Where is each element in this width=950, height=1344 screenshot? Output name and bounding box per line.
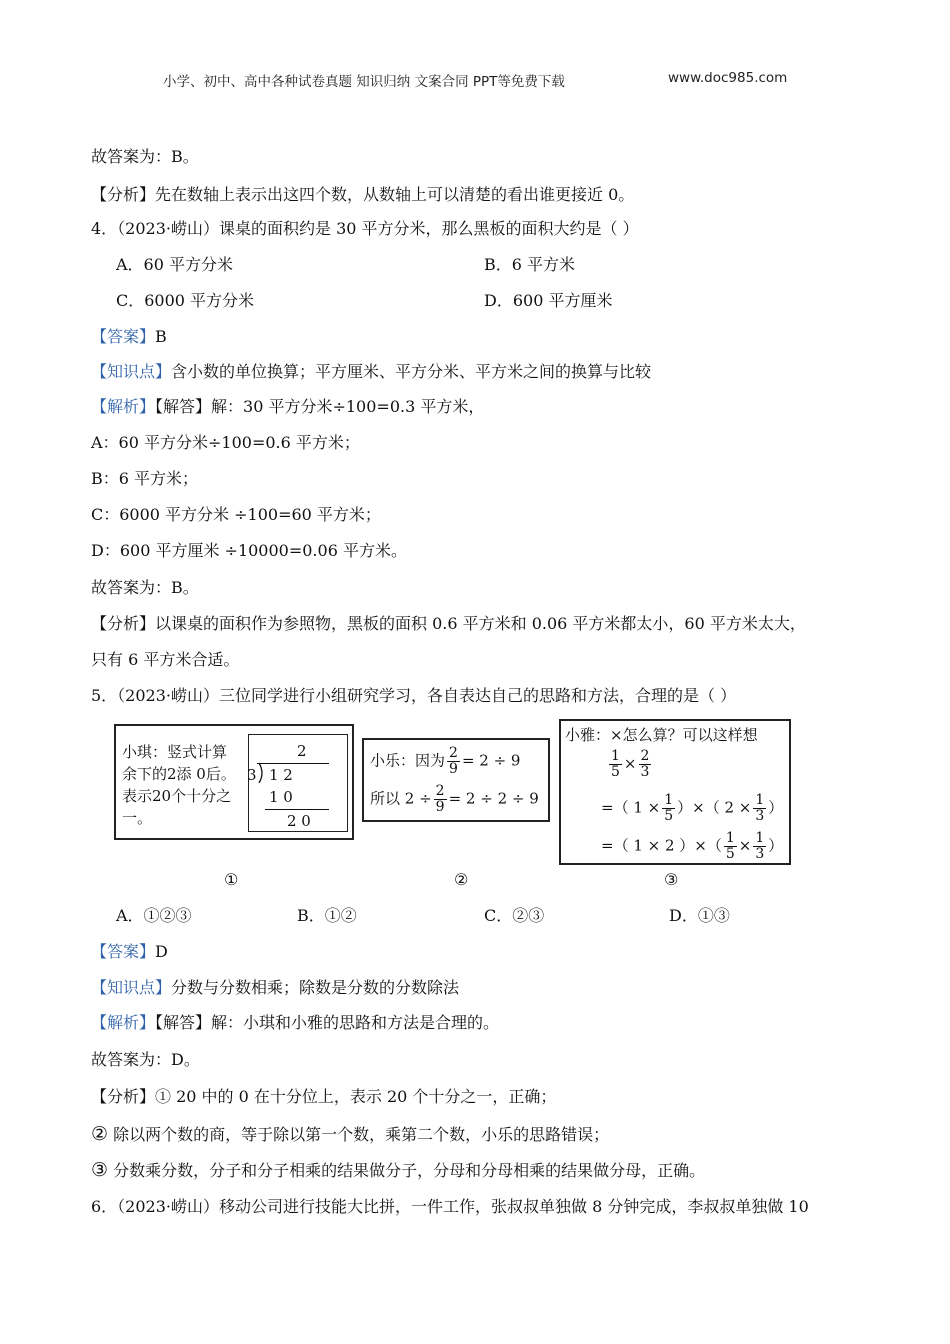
q5-knowledge bbox=[91, 978, 459, 998]
fig3-line-1: $\frac{1}{5}$ × $\frac{2}{3}$ bbox=[611, 748, 650, 780]
q5-analysis-1 bbox=[91, 1087, 556, 1107]
fig1-text-1: 小琪：竖式计算 bbox=[122, 743, 228, 761]
analysis-tag: 【分析】 bbox=[91, 614, 156, 633]
q4-stem: 4．（2023·崂山）课桌的面积约是 30 平方分米，那么黑板的面积大约是（ ） bbox=[91, 219, 639, 238]
fig3-title: 小雅：×怎么算？可以这样想 bbox=[565, 726, 758, 744]
fig3-line-3: =（ 1 × 2 ）×（ $\frac{1}{5}$ × $\frac{1}{3}$ ） bbox=[601, 830, 784, 862]
q5-solution bbox=[91, 1013, 499, 1033]
header-ad-text: 小学、初中、高中各种试卷真题 知识归纳 文案合同 PPT等免费下载 bbox=[163, 74, 565, 90]
q4-step-d: D：600 平方厘米 ÷10000=0.06 平方米。 bbox=[91, 541, 407, 560]
answer-tag: 【答案】 bbox=[91, 942, 156, 961]
quotient: 2 bbox=[297, 742, 307, 760]
q4-option-d: D．600 平方厘米 bbox=[484, 291, 613, 310]
q5-option-a: A．①②③ bbox=[116, 906, 192, 925]
figure-3-label: ③ bbox=[664, 870, 679, 889]
q5-option-d: D．①③ bbox=[669, 906, 730, 925]
figure-3-box bbox=[559, 719, 791, 865]
knowledge-text: 含小数的单位换算；平方厘米、平方分米、平方米之间的换算与比较 bbox=[171, 362, 652, 381]
analysis-text: 先在数轴上表示出这四个数，从数轴上可以清楚的看出谁更接近 0。 bbox=[155, 185, 635, 204]
answer-tag: 【答案】 bbox=[91, 327, 156, 346]
q4-option-b: B．6 平方米 bbox=[484, 255, 576, 274]
q5-answer bbox=[91, 942, 168, 962]
fig3-line-2: =（ 1 × $\frac{1}{5}$ ）×（ 2 × $\frac{1}{3}$ ） bbox=[601, 792, 784, 824]
solution-text: 【解答】解：小琪和小雅的思路和方法是合理的。 bbox=[155, 1013, 500, 1032]
knowledge-tag: 【知识点】 bbox=[91, 978, 172, 997]
figure-2-label: ② bbox=[454, 870, 469, 889]
divisor: 3 bbox=[247, 766, 257, 784]
circled-3: ③ bbox=[91, 1159, 109, 1181]
answer-value: B bbox=[155, 327, 167, 346]
q4-step-a: A：60 平方分米÷100=0.6 平方米； bbox=[91, 433, 360, 452]
q4-analysis-1 bbox=[91, 614, 806, 634]
fig2-line-2: 所以 2 ÷ $\frac{2}{9}$ = 2 ÷ 2 ÷ 9 bbox=[370, 783, 539, 815]
subtraction-line bbox=[265, 809, 329, 810]
knowledge-text: 分数与分数相乘；除数是分数的分数除法 bbox=[171, 978, 460, 997]
q4-solution bbox=[91, 397, 484, 417]
q4-step-b: B：6 平方米； bbox=[91, 469, 199, 488]
q4-step-c: C：6000 平方分米 ÷100=60 平方米； bbox=[91, 505, 381, 524]
q3-answer-line: 故答案为：B。 bbox=[91, 147, 199, 166]
q5-conclusion: 故答案为：D。 bbox=[91, 1050, 200, 1069]
q4-conclusion: 故答案为：B。 bbox=[91, 578, 199, 597]
q4-answer bbox=[91, 327, 167, 347]
header-url[interactable]: www.doc985.com bbox=[668, 70, 788, 86]
fig2-line-1: 小乐：因为 $\frac{2}{9}$ = 2 ÷ 9 bbox=[370, 745, 521, 777]
analysis-text: ① 20 中的 0 在十分位上，表示 20 个十分之一，正确； bbox=[155, 1087, 557, 1106]
q5-stem: 5．（2023·崂山）三位同学进行小组研究学习，各自表达自己的思路和方法，合理的是（ ） bbox=[91, 686, 737, 705]
division-bracket bbox=[258, 763, 266, 783]
analysis-tag: 【分析】 bbox=[91, 185, 156, 204]
analysis-text: 分数乘分数，分子和分子相乘的结果做分子，分母和分母相乘的结果做分母，正确。 bbox=[108, 1161, 706, 1180]
q4-knowledge bbox=[91, 362, 651, 382]
knowledge-tag: 【知识点】 bbox=[91, 362, 172, 381]
circled-2: ② bbox=[91, 1123, 109, 1145]
q5-option-c: C．②③ bbox=[484, 906, 545, 925]
q6-stem: 6．（2023·崂山）移动公司进行技能大比拼，一件工作，张叔叔单独做 8 分钟完成，李叔叔单独做 10 bbox=[91, 1197, 809, 1216]
q4-option-c: C．6000 平方分米 bbox=[116, 291, 255, 310]
analysis-tag: 【分析】 bbox=[91, 1087, 156, 1106]
analysis-text: 除以两个数的商，等于除以第一个数，乘第二个数，小乐的思路错误； bbox=[108, 1125, 610, 1144]
dividend: 1 2 bbox=[269, 766, 293, 784]
subtrahend: 1 0 bbox=[269, 788, 293, 806]
fig1-text-3: 表示20个十分之 bbox=[122, 787, 232, 805]
q5-analysis-3 bbox=[91, 1160, 705, 1181]
figure-2-box bbox=[362, 738, 550, 822]
q5-option-b: B．①② bbox=[297, 906, 357, 925]
q4-analysis-2: 只有 6 平方米合适。 bbox=[91, 650, 240, 669]
figure-1-label: ① bbox=[224, 870, 239, 889]
figure-1-box bbox=[114, 724, 354, 840]
q4-option-a: A．60 平方分米 bbox=[116, 255, 234, 274]
fig1-text-2: 余下的2添 0后。 bbox=[122, 765, 236, 783]
q3-analysis bbox=[91, 185, 634, 205]
analysis-text: 以课桌的面积作为参照物，黑板的面积 0.6 平方米和 0.06 平方米都太小，60 平方米太大， bbox=[155, 614, 806, 633]
fig1-text-4: 一。 bbox=[122, 809, 153, 827]
long-division-frame bbox=[248, 734, 348, 832]
division-bar bbox=[257, 763, 329, 764]
q5-analysis-2 bbox=[91, 1124, 609, 1145]
solution-tag: 【解析】 bbox=[91, 1013, 156, 1032]
answer-value: D bbox=[155, 942, 168, 961]
solution-head: 【解答】解：30 平方分米÷100=0.3 平方米， bbox=[155, 397, 485, 416]
solution-tag: 【解析】 bbox=[91, 397, 156, 416]
remainder: 2 0 bbox=[287, 812, 311, 830]
